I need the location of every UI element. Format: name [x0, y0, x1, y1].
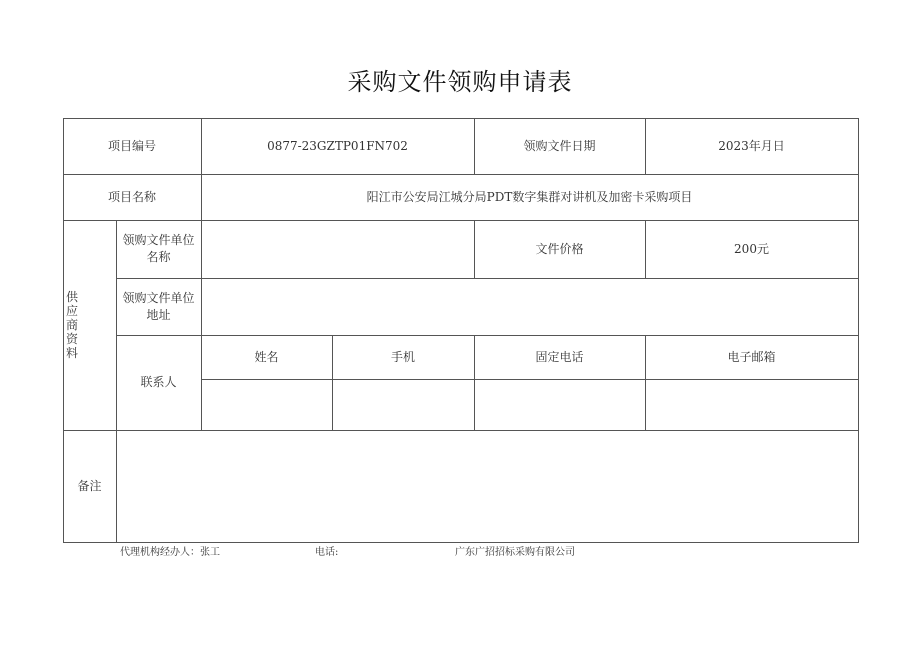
supplier-section-label-char: 商	[65, 318, 78, 332]
supplier-section-label-char: 供	[65, 290, 78, 304]
remarks-label: 备注	[77, 478, 102, 493]
project-name-label: 项目名称	[107, 189, 156, 204]
contact-landline-field[interactable]	[474, 379, 645, 430]
unit-address-label: 领购文件单位地址	[122, 290, 195, 322]
contact-email-field[interactable]	[645, 379, 858, 430]
project-name-value: 阳江市公安局江城分局PDT数字集群对讲机及加密卡采购项目	[366, 189, 693, 204]
purchase-date-label: 领购文件日期	[523, 138, 596, 153]
purchase-date-value: 2023年月日	[718, 138, 785, 153]
contact-mobile-header: 手机	[390, 349, 415, 364]
supplier-section-label	[63, 220, 81, 430]
contact-name-header: 姓名	[254, 349, 279, 364]
project-no-value: 0877-23GZTP01FN702	[267, 138, 408, 153]
contact-mobile-field[interactable]	[332, 379, 474, 430]
contact-email-header: 电子邮箱	[727, 349, 776, 364]
unit-name-label: 领购文件单位名称	[122, 233, 195, 264]
contact-label: 联系人	[140, 375, 177, 389]
footer-company: 广东广招招标采购有限公司	[455, 547, 575, 558]
unit-address-field[interactable]	[201, 278, 858, 335]
file-price-value: 200元	[734, 241, 769, 256]
supplier-section-label-char: 应	[65, 304, 78, 318]
contact-name-field[interactable]	[201, 379, 332, 430]
page-title: 采购文件领购申请表	[347, 68, 573, 96]
project-no-label: 项目编号	[107, 138, 156, 153]
supplier-section-label-char: 料	[65, 346, 78, 360]
contact-landline-header: 固定电话	[535, 349, 584, 364]
unit-name-field[interactable]	[201, 220, 474, 278]
file-price-label: 文件价格	[535, 241, 584, 256]
supplier-section-label-char: 资	[65, 332, 78, 346]
footer-agent: 代理机构经办人：张工	[120, 547, 220, 558]
footer-phone: 电话:	[315, 547, 339, 558]
remarks-field[interactable]	[116, 430, 858, 542]
